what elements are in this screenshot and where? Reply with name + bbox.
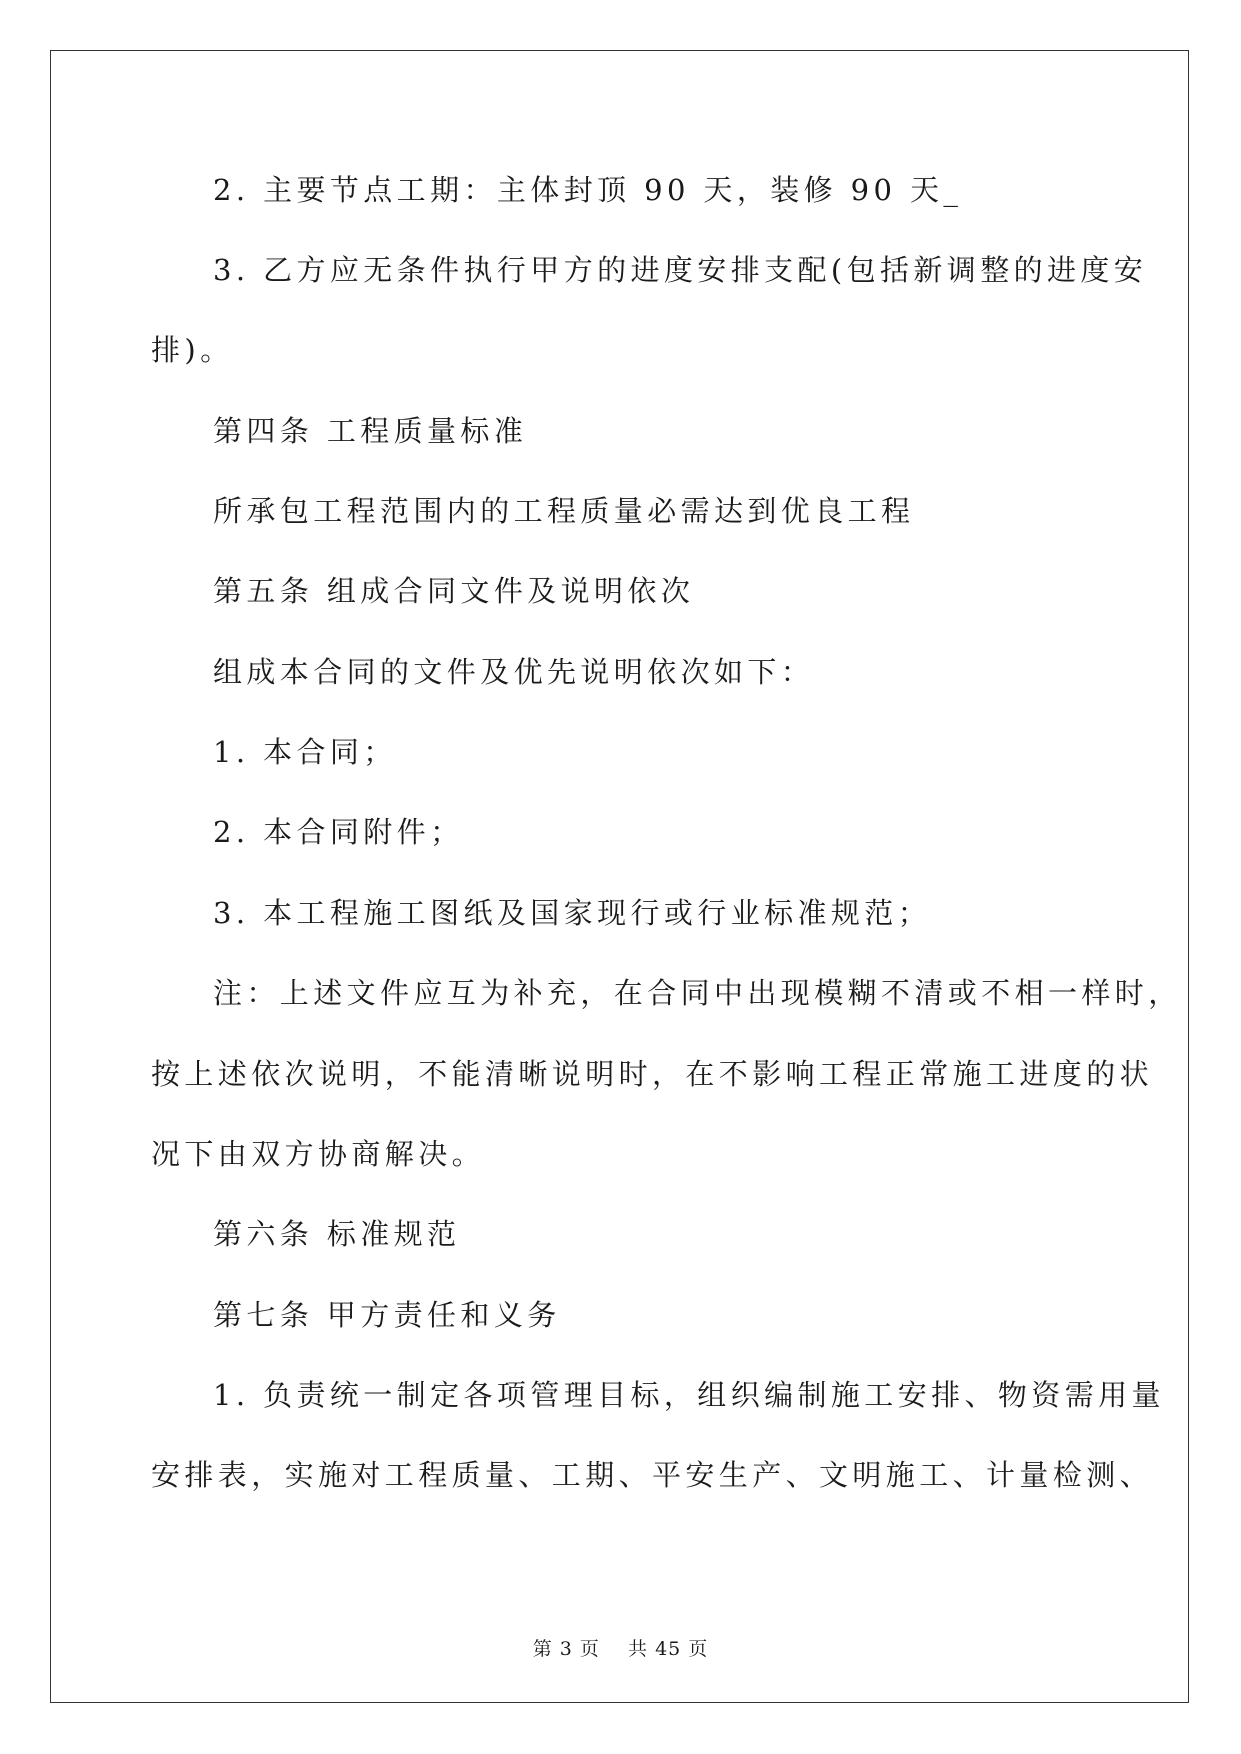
text-line: 排)。 <box>151 333 234 367</box>
section-heading: 第四条 工程质量标准 <box>213 414 528 448</box>
text-line: 所承包工程范围内的工程质量必需达到优良工程 <box>213 494 915 528</box>
text-line: 按上述依次说明，不能清晰说明时，在不影响工程正常施工进度的状 <box>151 1057 1154 1091</box>
section-heading: 第六条 标准规范 <box>213 1217 461 1251</box>
text-line: 组成本合同的文件及优先说明依次如下： <box>213 655 815 689</box>
text-line: 安排表，实施对工程质量、工期、平安生产、文明施工、计量检测、 <box>151 1458 1154 1492</box>
section-heading: 第五条 组成合同文件及说明依次 <box>213 574 695 608</box>
list-item: 1. 本合同； <box>213 735 397 769</box>
text-line: 3. 乙方应无条件执行甲方的进度安排支配(包括新调整的进度安 <box>213 253 1148 287</box>
list-item: 1. 负责统一制定各项管理目标，组织编制施工安排、物资需用量 <box>213 1378 1165 1412</box>
section-heading: 第七条 甲方责任和义务 <box>213 1298 561 1332</box>
page-number: 第 3 页 共 45 页 <box>532 1638 709 1660</box>
text-line: 注：上述文件应互为补充，在合同中出现模糊不清或不相一样时， <box>213 976 1182 1010</box>
text-line: 况下由双方协商解决。 <box>151 1137 486 1171</box>
text-line: 2. 主要节点工期：主体封顶 90 天，装修 90 天_ <box>213 173 963 207</box>
page-border <box>50 50 1189 1703</box>
list-item: 2. 本合同附件； <box>213 815 464 849</box>
list-item: 3. 本工程施工图纸及国家现行或行业标准规范； <box>213 896 932 930</box>
